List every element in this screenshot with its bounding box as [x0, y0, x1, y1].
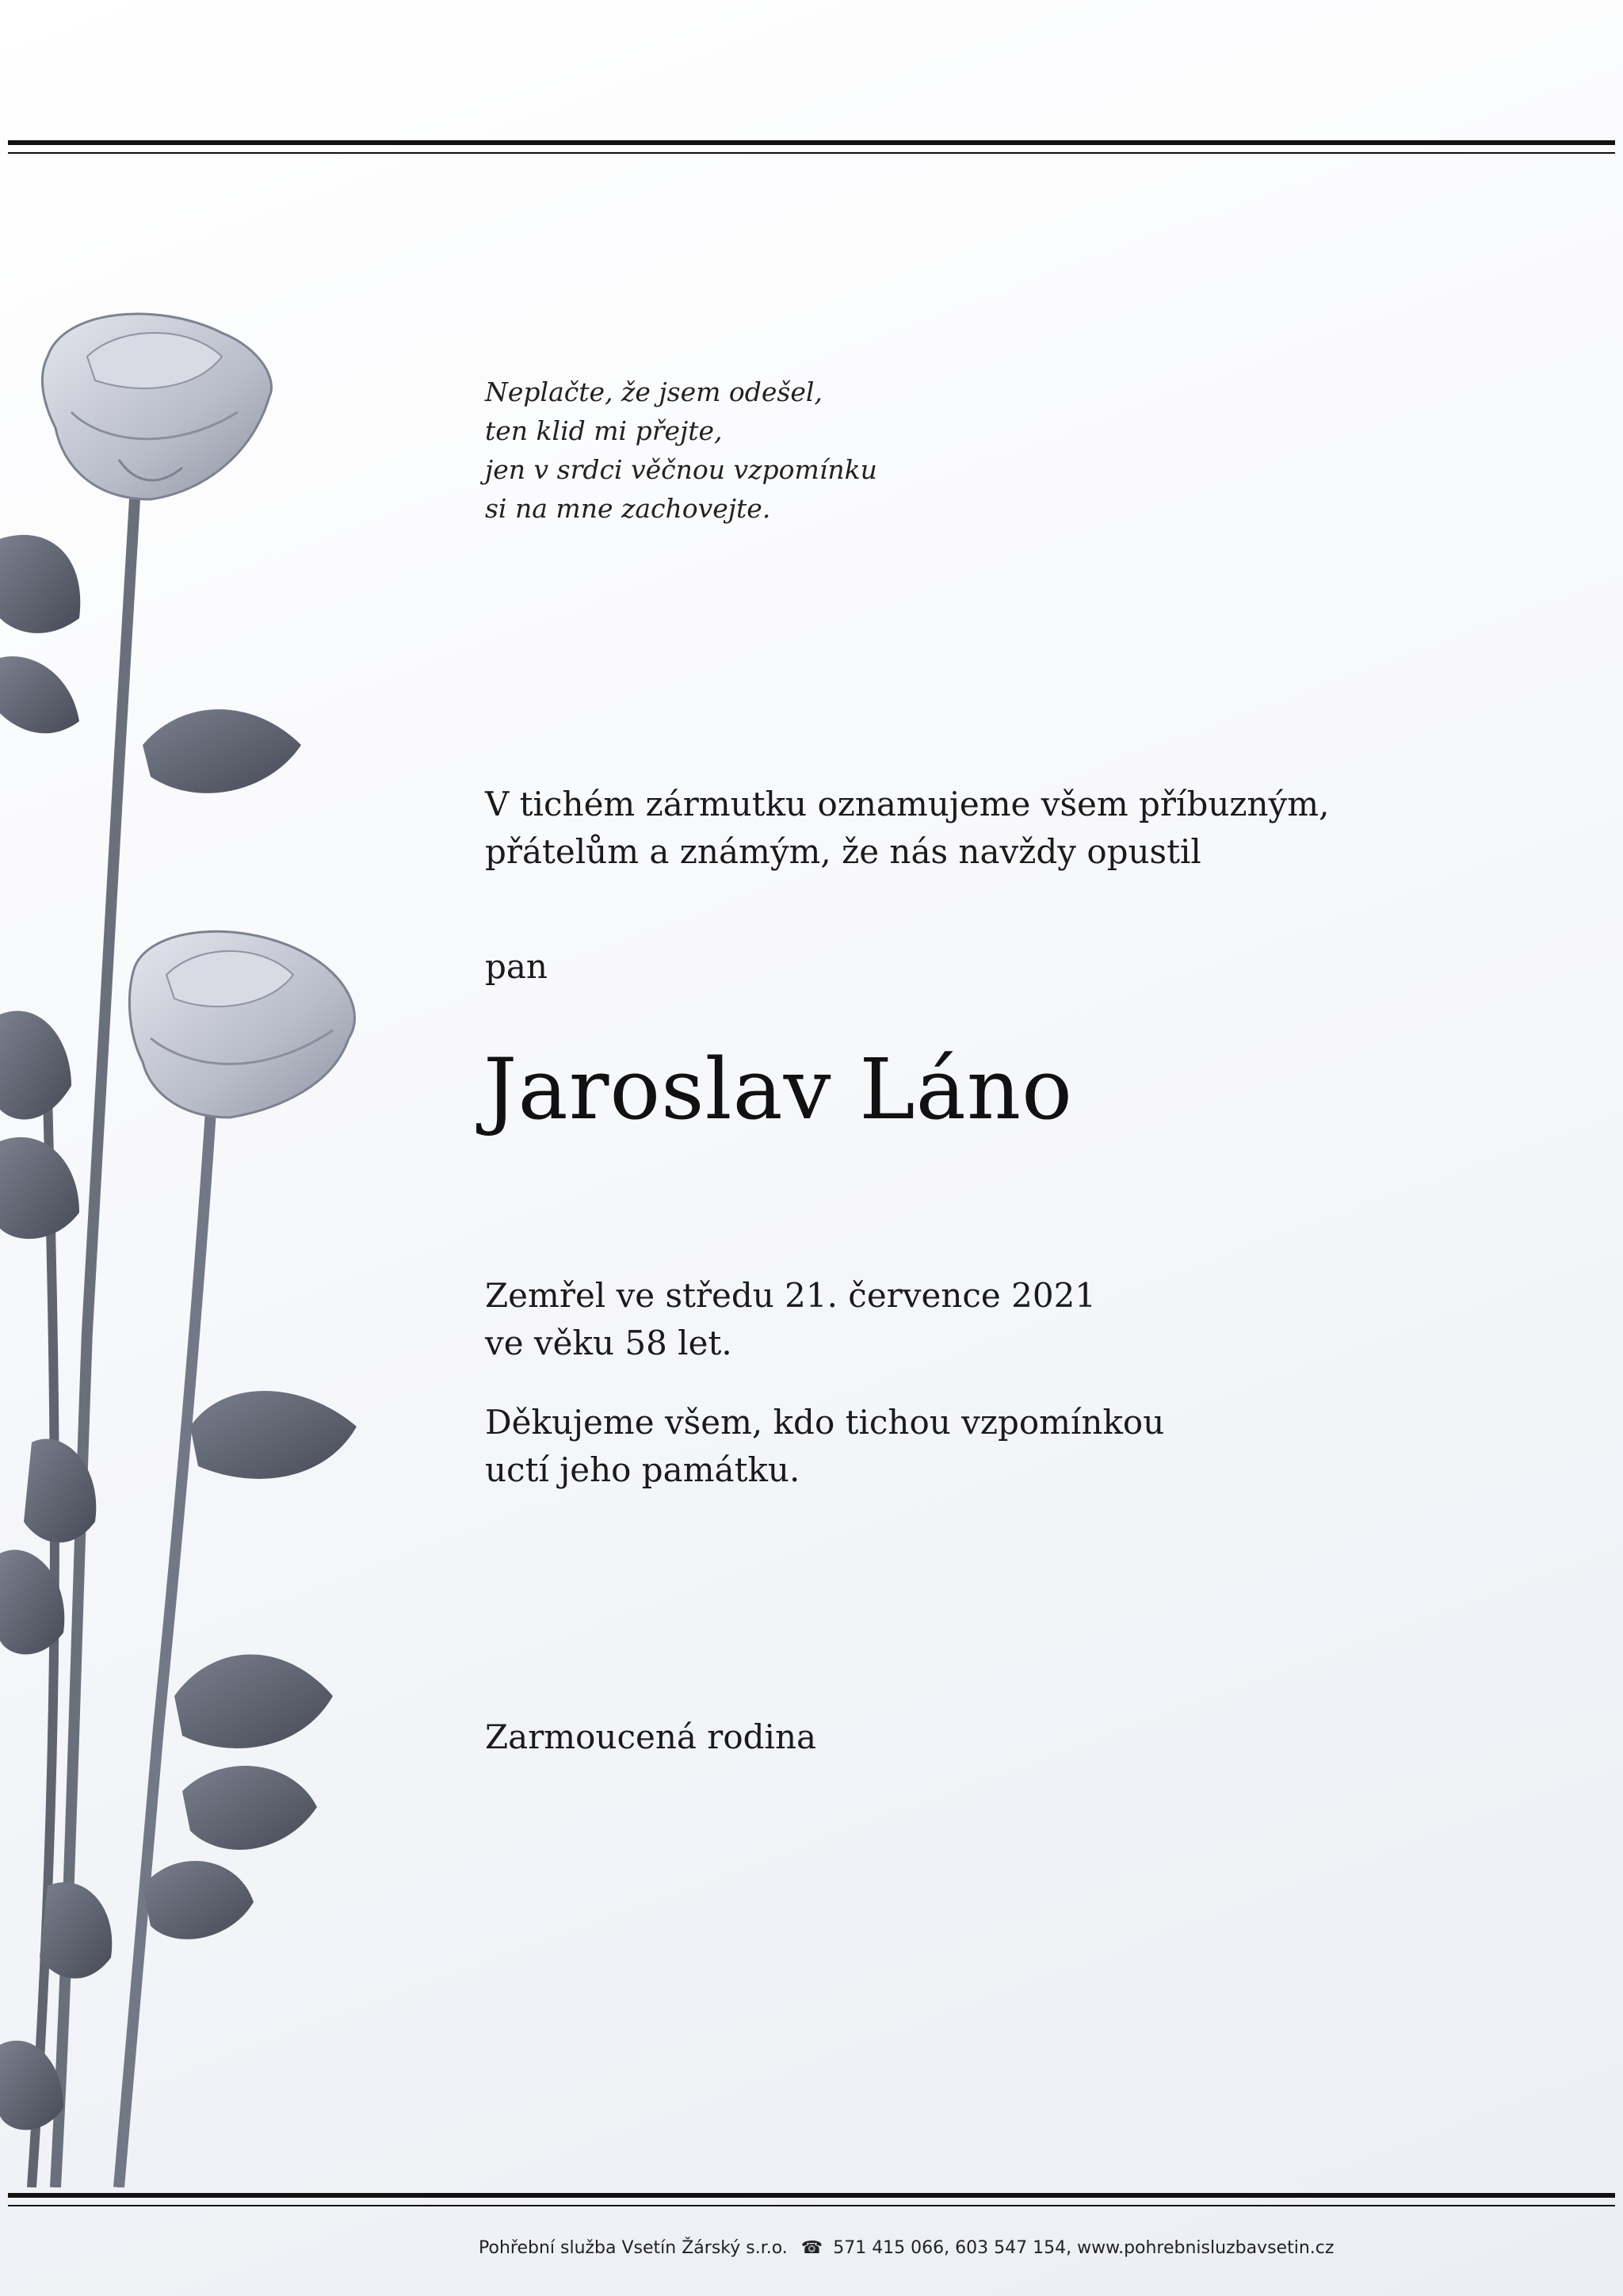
footer-website: www.pohrebnisluzbavsetin.cz — [1077, 2238, 1335, 2258]
family-signature: Zarmoucená rodina — [485, 1717, 817, 1756]
rose-illustration — [0, 301, 380, 2187]
honorific: pan — [485, 947, 548, 986]
footer-company: Pohřební služba Vsetín Žárský s.r.o. — [479, 2238, 788, 2258]
thanks-line: uctí jeho památku. — [485, 1450, 800, 1489]
rose-stem-2 — [119, 1062, 214, 2187]
footer — [479, 2237, 1334, 2260]
thanks-line: Děkujeme všem, kdo tichou vzpomínkou — [485, 1403, 1165, 1442]
bottom-rule-thin — [8, 2205, 1615, 2206]
phone-icon: ☎ — [800, 2238, 823, 2258]
poem-line: si na mne zachovejte. — [485, 493, 771, 524]
top-rule-thin — [8, 152, 1615, 154]
leaf — [0, 656, 79, 733]
announcement-line: přátelům a známým, že nás navždy opustil — [485, 832, 1201, 871]
memorial-poem — [485, 372, 877, 528]
leaf — [0, 1137, 79, 1239]
bottom-rule-thick — [8, 2193, 1615, 2198]
death-info — [485, 1272, 1096, 1367]
deceased-name: Jaroslav Láno — [483, 1041, 1073, 1138]
rose-head-2 — [129, 931, 354, 1117]
leaf — [143, 1861, 254, 1939]
leaf — [143, 709, 301, 793]
leaf — [0, 535, 80, 633]
death-info-line: ve věku 58 let. — [485, 1324, 732, 1362]
poem-line: Neplačte, že jsem odešel, — [485, 376, 823, 407]
poem-line: ten klid mi přejte, — [485, 415, 723, 446]
leaf — [182, 1766, 317, 1850]
rose-head-1 — [42, 314, 271, 499]
poem-line: jen v srdci věčnou vzpomínku — [485, 454, 877, 485]
leaf — [40, 1882, 112, 1979]
announcement-line: V tichém zármutku oznamujeme všem příbuzným, — [485, 785, 1330, 823]
leaf — [0, 1011, 71, 1120]
leaf — [174, 1655, 333, 1748]
leaf — [190, 1391, 357, 1479]
death-info-line: Zemřel ve středu 21. července 2021 — [485, 1276, 1097, 1315]
top-rule-thick — [8, 140, 1615, 145]
announcement — [485, 781, 1329, 876]
leaf — [0, 2041, 63, 2130]
footer-phones: 571 415 066, 603 547 154, — [833, 2238, 1072, 2258]
thanks-note — [485, 1399, 1164, 1494]
